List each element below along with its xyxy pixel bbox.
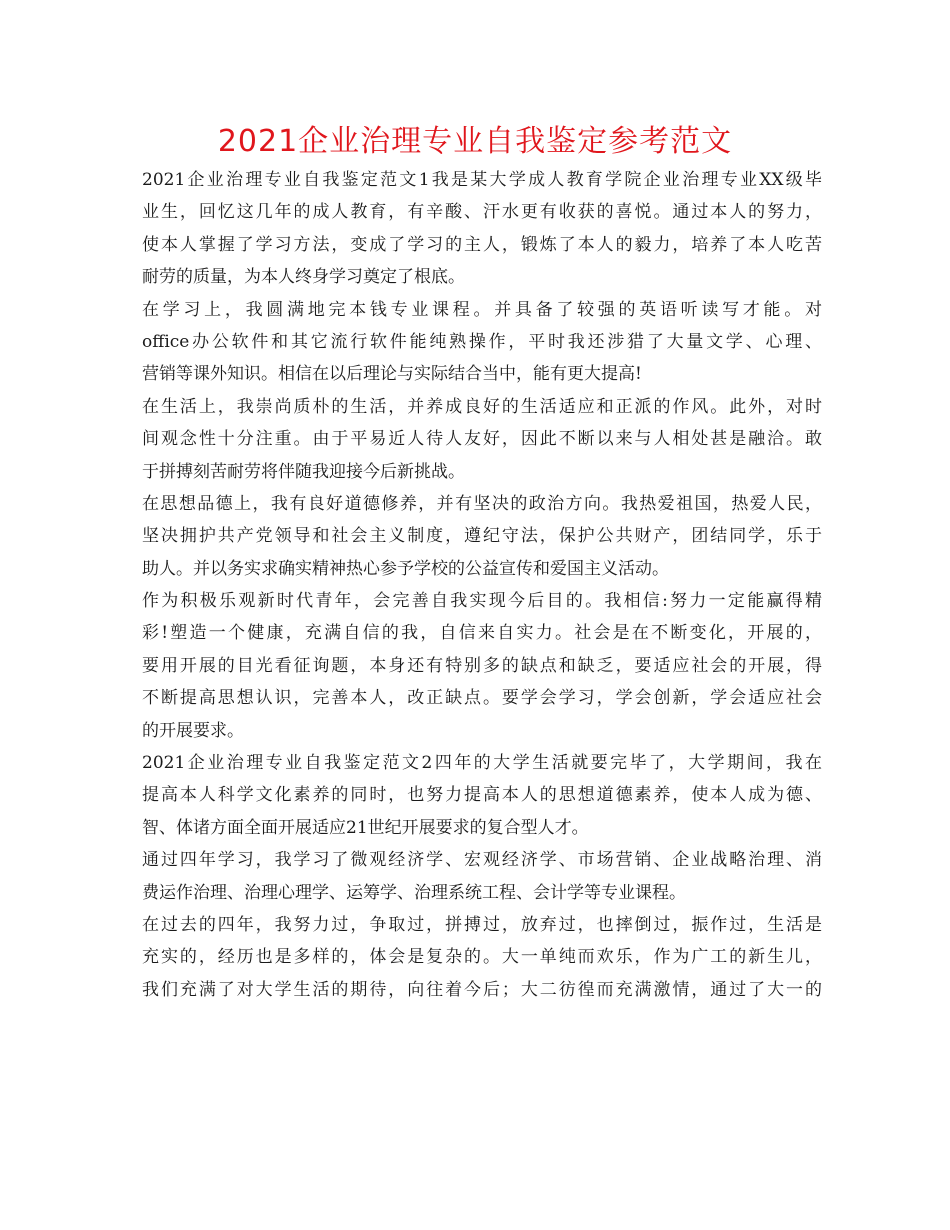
document-title: 2021企业治理专业自我鉴定参考范文 [217,124,733,159]
text-line: 彩!塑造一个健康，充满自信的我，自信来自实力。社会是在不断变化，开展的， [142,623,822,644]
text-line: 充实的，经历也是多样的，体会是复杂的。大一单纯而欢乐，作为广工的新生儿， [142,947,822,968]
text-line: 的开展要求。 [142,720,244,741]
text-line: 业生，回忆这几年的成人教育，有辛酸、汗水更有收获的喜悦。通过本人的努力， [142,202,822,223]
text-line: 在思想品德上，我有良好道德修养，并有坚决的政治方向。我热爱祖国，热爱人民， [142,493,822,514]
text-line: 我们充满了对大学生活的期待，向往着今后；大二彷徨而充满激情，通过了大一的 [142,979,822,1000]
text-line: 于拼搏刻苦耐劳将伴随我迎接今后新挑战。 [142,461,465,482]
text-line: 要用开展的目光看征询题，本身还有特别多的缺点和缺乏，要适应社会的开展，得 [142,655,822,676]
text-line: 2021企业治理专业自我鉴定范文2四年的大学生活就要完毕了，大学期间，我在 [142,753,822,774]
text-line: 作为积极乐观新时代青年，会完善自我实现今后目的。我相信:努力一定能赢得精 [142,591,822,612]
text-line: 营销等课外知识。相信在以后理论与实际结合当中，能有更大提高! [142,364,642,385]
document-body [142,164,822,1006]
text-line: 在过去的四年，我努力过，争取过，拼搏过，放弃过，也摔倒过，振作过，生活是 [142,914,822,935]
text-line: 提高本人科学文化素养的同时，也努力提高本人的思想道德素养，使本人成为德、 [142,785,822,806]
text-line: 坚决拥护共产党领导和社会主义制度，遵纪守法，保护公共财产，团结同学，乐于 [142,526,822,547]
text-line: 费运作治理、治理心理学、运筹学、治理系统工程、会计学等专业课程。 [142,882,686,903]
text-line: 在学习上，我圆满地完本钱专业课程。并具备了较强的英语听读写才能。对 [142,299,822,320]
text-line: 不断提高思想认识，完善本人，改正缺点。要学会学习，学会创新，学会适应社会 [142,688,822,709]
text-line: 在生活上，我崇尚质朴的生活，并养成良好的生活适应和正派的作风。此外，对时 [142,396,822,417]
text-line: 助人。并以务实求确实精神热心参予学校的公益宣传和爱国主义活动。 [142,558,669,579]
text-line: 智、体诸方面全面开展适应21世纪开展要求的复合型人才。 [142,817,589,838]
text-line: 通过四年学习，我学习了微观经济学、宏观经济学、市场营销、企业战略治理、消 [142,850,822,871]
text-line: 使本人掌握了学习方法，变成了学习的主人，锻炼了本人的毅力，培养了本人吃苦 [142,234,822,255]
text-line: 2021企业治理专业自我鉴定范文1我是某大学成人教育学院企业治理专业XX级毕 [142,170,822,190]
text-line: 间观念性十分注重。由于平易近人待人友好，因此不断以来与人相处甚是融洽。敢 [142,429,822,450]
text-line: 耐劳的质量，为本人终身学习奠定了根底。 [142,267,465,288]
text-line: office办公软件和其它流行软件能纯熟操作，平时我还涉猎了大量文学、心理、 [142,331,822,352]
